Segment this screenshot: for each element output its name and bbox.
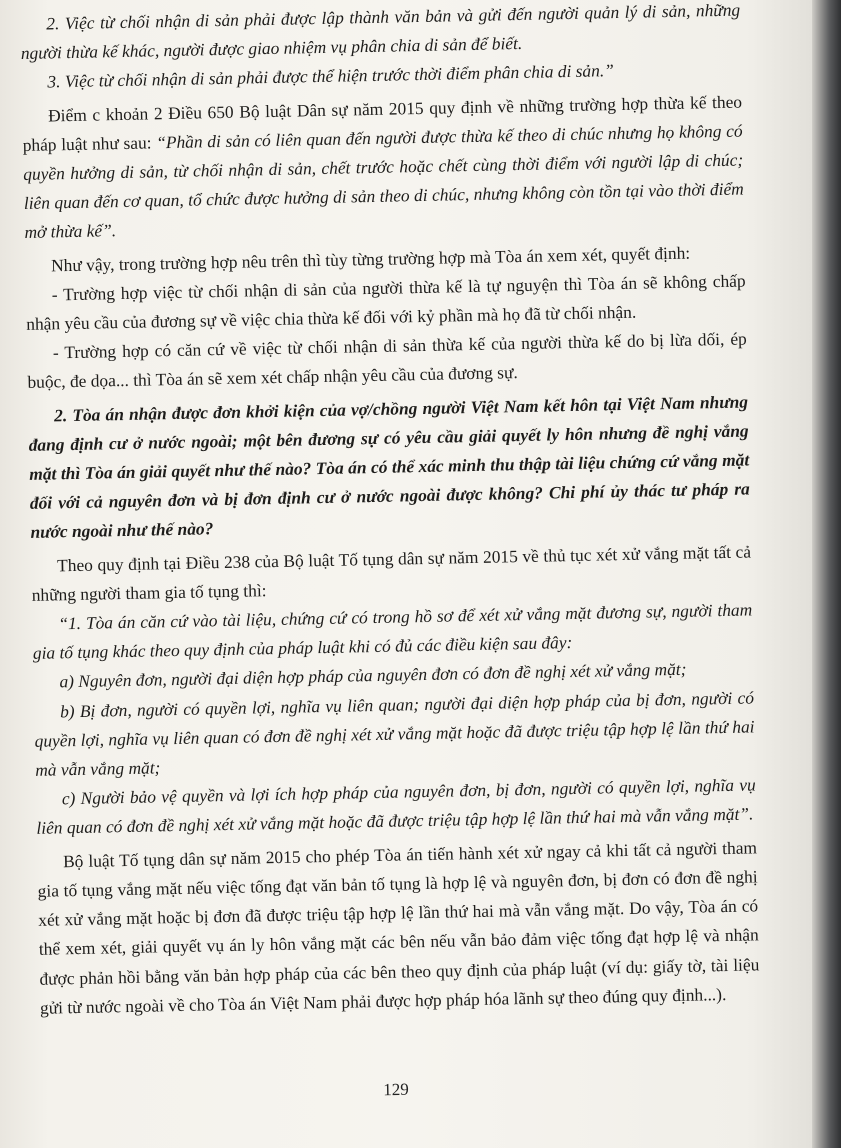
article-650-intro: Điểm c khoản 2 Điều 650 Bộ luật Dân sự năm 2015 quy định về những trường hợp thừa kế theo pháp luật như sau: — [22, 91, 743, 155]
paragraph-article-238: Theo quy định tại Điều 238 của Bộ luật Tố tụng dân sự năm 2015 về thủ tục xét xử vắng mặt tất cả những người tham gia tố tụng thì: — [31, 541, 752, 605]
paragraph-article-650 — [22, 87, 745, 247]
bullet-coerced-refusal: - Trường hợp có căn cứ về việc từ chối nhận di sản thừa kế của người thừa kế do bị lừa dối, ép buộc, đe dọa... thì Tòa án sẽ xem xét chấp nhận yêu cầu của đương sự. — [27, 328, 747, 393]
quote-article-238-clause-1: “1. Tòa án căn cứ vào tài liệu, chứng cứ có trong hồ sơ để xét xử vắng mặt đương sự, người tham gia tố tụng khác theo quy định của pháp luật khi có đủ các điều kiện sau đây: — [32, 599, 753, 664]
question-heading-2: 2. Tòa án nhận được đơn khởi kiện của vợ/chồng người Việt Nam kết hôn tại Việt Nam nhưng đang định cư ở nước ngoài; một bên đương sự có yêu cầu giải quyết ly hôn nhưng đề nghị vắng mặt thì Tòa án giải quyết như thế nào? Tòa án có thể xác minh thu thập tài liệu chứng cứ vắng mặt đối với cả nguyên đơn và bị đơn định cư ở nước ngoài được không? Chi phí ủy thác tư pháp ra nước ngoài như thế nào? — [28, 391, 750, 543]
paragraph-conclusion: Như vậy, trong trường hợp nêu trên thì tùy từng trường hợp mà Tòa án xem xét, quyết định: — [50, 242, 691, 276]
quote-item-a: a) Nguyên đơn, người đại diện hợp pháp của nguyên đơn có đơn đề nghị xét xử vắng mặt; — [59, 659, 687, 692]
quote-clause-2: 2. Việc từ chối nhận di sản phải được lập thành văn bản và gửi đến người quản lý di sản, những người thừa kế khác, người được giao nhiệm vụ phân chia di sản để biết. — [20, 0, 741, 64]
page-body — [20, 0, 760, 1023]
quote-clause-3: 3. Việc từ chối nhận di sản phải được thể hiện trước thời điểm phân chia di sản.” — [47, 60, 615, 92]
page-number: 129 — [383, 1079, 409, 1100]
book-edge-shadow — [812, 0, 841, 1148]
article-650-quote: “Phần di sản có liên quan đến người được thừa kế theo di chúc nhưng họ không có quyền hưởng di sản, từ chối nhận di sản, chết trước hoặc chết cùng thời điểm với người lập di chúc; liên quan đến cơ quan, tổ chức được hưởng di sản theo di chúc, nhưng không còn tồn tại vào thời điểm mở thừa kế”. — [23, 120, 744, 243]
quote-item-c: c) Người bảo vệ quyền và lợi ích hợp pháp của nguyên đơn, bị đơn, người có quyền lợi, nghĩa vụ liên quan có đơn đề nghị xét xử vắng mặt hoặc đã được triệu tập hợp lệ lần thứ hai mà vẫn vắng mặt”. — [36, 774, 756, 839]
paragraph-final: Bộ luật Tố tụng dân sự năm 2015 cho phép Tòa án tiến hành xét xử ngay cả khi tất cả người tham gia tố tụng vắng mặt nếu việc tống đạt văn bản tố tụng là hợp lệ và nguyên đơn, bị đơn có đơn đề nghị xét xử vắng mặt hoặc bị đơn đã được triệu tập hợp lệ lần thứ hai mà vẫn vắng mặt. Do vậy, Tòa án có thể xem xét, giải quyết vụ án ly hôn vắng mặt các bên nếu vẫn bảo đảm việc tống đạt hợp lệ và nhận được phản hồi bằng văn bản hợp pháp của các bên theo quy định của pháp luật (ví dụ: giấy tờ, tài liệu gửi từ nước ngoài về cho Tòa án Việt Nam phải được hợp pháp hóa lãnh sự theo đúng quy định...). — [37, 837, 760, 1018]
quote-item-b: b) Bị đơn, người có quyền lợi, nghĩa vụ liên quan; người đại diện hợp pháp của bị đơn, người có quyền lợi, nghĩa vụ liên quan có đơn đề nghị xét xử vắng mặt hoặc đã được triệu tập hợp lệ lần thứ hai mà vẫn vắng mặt; — [34, 687, 755, 780]
bullet-voluntary-refusal: - Trường hợp việc từ chối nhận di sản của người thừa kế là tự nguyện thì Tòa án sẽ không chấp nhận yêu cầu của đương sự về việc chia thừa kế đối với kỷ phần mà họ đã từ chối nhận. — [26, 270, 746, 334]
